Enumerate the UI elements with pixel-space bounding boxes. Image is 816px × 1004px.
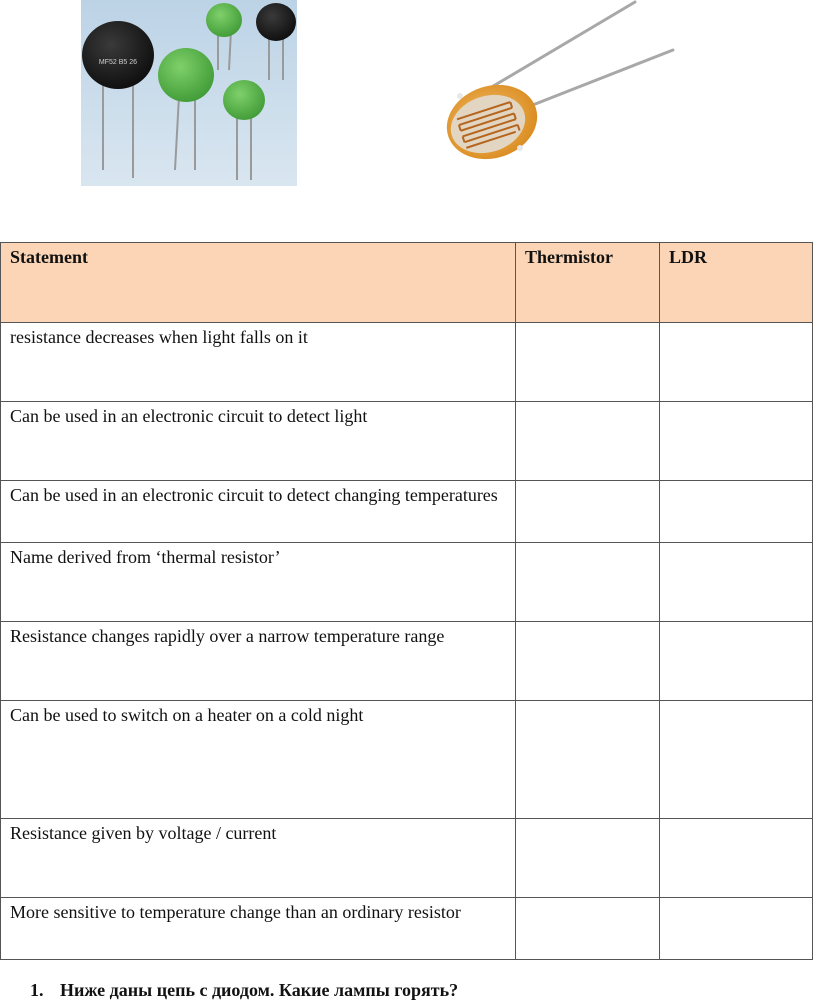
thermistor-answer-cell[interactable] [516,543,660,622]
thermistor-answer-cell[interactable] [516,323,660,402]
header-thermistor: Thermistor [516,243,660,323]
header-statement: Statement [1,243,516,323]
statement-cell: Can be used in an electronic circuit to detect light [1,402,516,481]
statement-cell: Can be used in an electronic circuit to detect changing temperatures [1,481,516,543]
table-row [1,819,813,898]
ldr-photo [430,0,680,180]
ldr-answer-cell[interactable] [660,323,813,402]
table-row [1,701,813,819]
thermistor-answer-cell[interactable] [516,701,660,819]
thermistor-answer-cell[interactable] [516,819,660,898]
table-row [1,323,813,402]
black-thermistor-small [256,3,296,41]
ldr-answer-cell[interactable] [660,898,813,960]
ldr-answer-cell[interactable] [660,819,813,898]
table-row [1,898,813,960]
statement-cell: Can be used to switch on a heater on a cold night [1,701,516,819]
green-thermistor-large [158,48,214,102]
question-1 [30,980,458,1001]
table-row [1,481,813,543]
thermistor-ldr-table [0,242,813,960]
statement-cell: Name derived from ‘thermal resistor’ [1,543,516,622]
question-number: 1. [30,980,44,1000]
table-row [1,543,813,622]
green-thermistor-medium [223,80,265,120]
table-row [1,402,813,481]
statement-cell: resistance decreases when light falls on it [1,323,516,402]
thermistor-answer-cell[interactable] [516,402,660,481]
statement-cell: Resistance given by voltage / current [1,819,516,898]
question-text: Ниже даны цепь с диодом. Какие лампы горять? [60,980,459,1000]
ldr-answer-cell[interactable] [660,402,813,481]
thermistor-answer-cell[interactable] [516,481,660,543]
thermistor-marking: MF52 B5 26 [98,59,138,66]
ldr-answer-cell[interactable] [660,481,813,543]
ldr-answer-cell[interactable] [660,622,813,701]
statement-cell: More sensitive to temperature change than an ordinary resistor [1,898,516,960]
black-thermistor [82,21,154,89]
green-thermistor-small [206,3,242,37]
table-header-row [1,243,813,323]
ldr-answer-cell[interactable] [660,701,813,819]
header-ldr: LDR [660,243,813,323]
statement-cell: Resistance changes rapidly over a narrow temperature range [1,622,516,701]
table-row [1,622,813,701]
ldr-answer-cell[interactable] [660,543,813,622]
thermistor-answer-cell[interactable] [516,622,660,701]
thermistor-answer-cell[interactable] [516,898,660,960]
thermistors-photo [81,0,297,186]
